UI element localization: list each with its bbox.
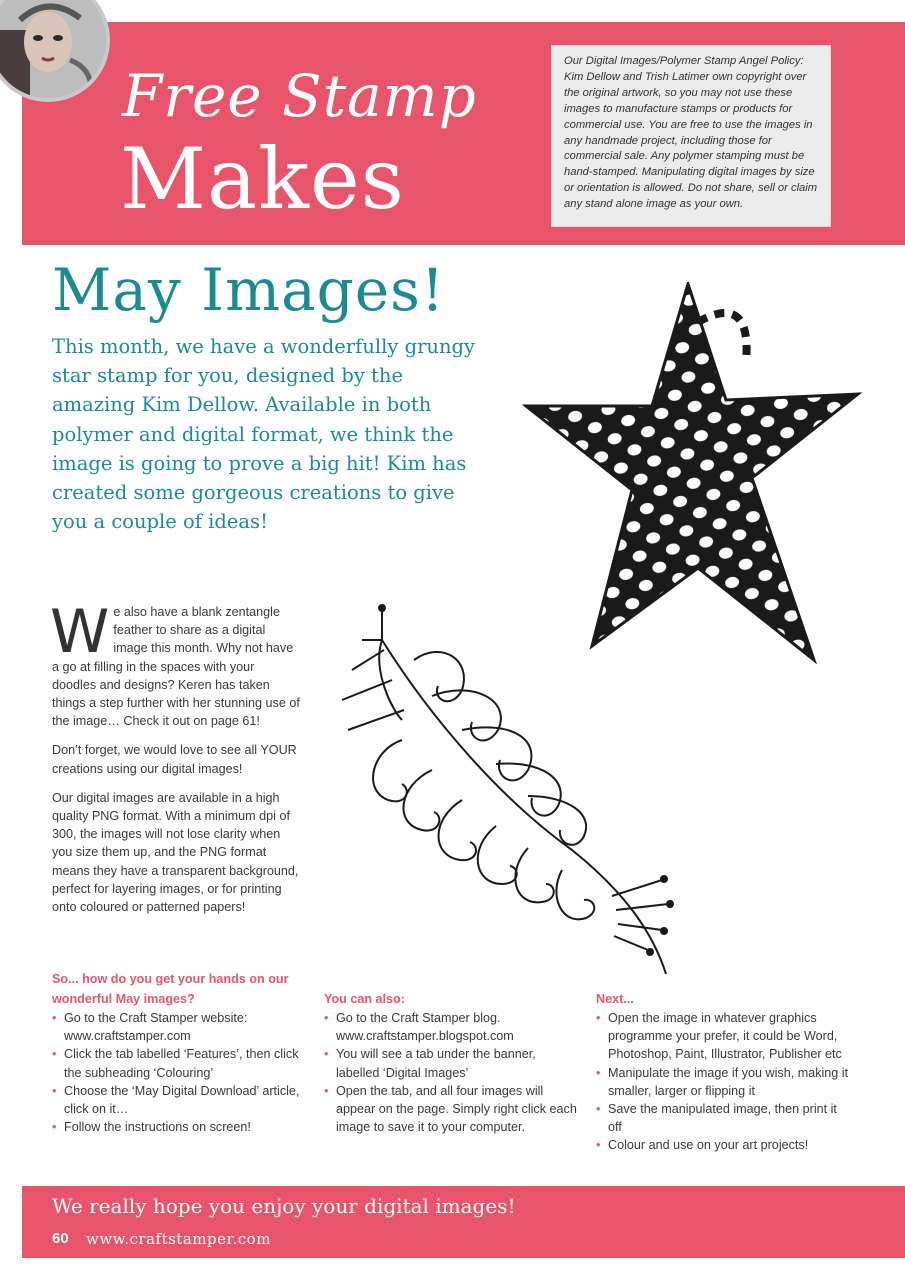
bullet: • xyxy=(596,1102,601,1117)
title-free-stamp: Free Stamp xyxy=(122,62,477,130)
howto-list-3 xyxy=(596,1009,852,1155)
bullet: • xyxy=(324,1083,329,1098)
bullet: • xyxy=(596,1065,601,1080)
title-makes: Makes xyxy=(120,130,405,228)
howto-column-2 xyxy=(324,989,579,1136)
list-item: • You will see a tab under the banner, labelled ‘Digital Images’ xyxy=(324,1047,536,1080)
policy-box xyxy=(551,45,831,227)
footer-band xyxy=(22,1186,905,1258)
list-item: • Save the manipulated image, then print it off xyxy=(596,1102,837,1135)
bullet: • xyxy=(52,1120,57,1135)
body-paragraph-3: Our digital images are available in a high quality PNG format. With a minimum dpi of 300, the images will not lose clarity when you size them up, and the PNG format means they have a transparent background, perfect for layering images, or for printing onto coloured or patterned papers! xyxy=(52,790,299,915)
bullet: • xyxy=(52,1011,57,1025)
policy-text: Our Digital Images/Polymer Stamp Angel Policy: Kim Dellow and Trish Latimer own copyright over the original artwork, so you may not use these images to manufacture stamps or products for commercial use. You are free to use the images in any handmade project, including those for commercial sale. Any polymer stamping must be hand-stamped. Manipulating digital images by size or orientation is allowed. Do not share, sell or claim any stand alone image as your own. xyxy=(564,55,818,211)
footer-url: www.craftstamper.com xyxy=(86,1230,271,1248)
drop-cap: W xyxy=(50,597,110,667)
list-item: • Open the image in whatever graphics programme your prefer, it could be Word, Photoshop, Paint, Illustrator, Publisher etc xyxy=(596,1011,842,1062)
footer-message: We really hope you enjoy your digital images! xyxy=(52,1194,516,1218)
bullet: • xyxy=(324,1047,329,1062)
bullet: • xyxy=(52,1047,57,1062)
bullet: • xyxy=(52,1083,57,1098)
stamp-badge-image xyxy=(0,0,112,112)
bullet: • xyxy=(596,1138,601,1153)
howto-list-1 xyxy=(52,1009,300,1136)
page-number: 60 xyxy=(52,1230,69,1247)
page-headline: May Images! xyxy=(52,256,446,324)
howto-column-1 xyxy=(52,969,300,1136)
intro-paragraph: This month, we have a wonderfully grungy star stamp for you, designed by the amazing Kim Dellow. Available in both polymer and digital format, we think the image is going to prove a big hit! Kim has created some gorgeous creations to give you a couple of ideas! xyxy=(52,335,476,534)
howto-list-2 xyxy=(324,1009,579,1136)
list-item: • Go to the Craft Stamper blog. www.craftstamper.blogspot.com xyxy=(324,1011,514,1044)
list-item: • Manipulate the image if you wish, making it smaller, larger or flipping it xyxy=(596,1065,849,1098)
body-paragraph-2: Don’t forget, we would love to see all YOUR creations using our digital images! xyxy=(52,743,297,776)
list-item: • Click the tab labelled ‘Features’, then click the subheading ‘Colouring’ xyxy=(52,1047,299,1080)
howto-heading-2: You can also: xyxy=(324,992,405,1006)
body-paragraph-1-text: e also have a blank zentangle feather to share as a digital image this month. Why not have a go at filling in the spaces with your doodles and designs? Keren has taken things a step further with her stunning use of the image… Check it out on page 61! xyxy=(52,605,300,729)
list-item: • Follow the instructions on screen! xyxy=(52,1118,300,1136)
bullet: • xyxy=(324,1011,329,1025)
bullet: • xyxy=(596,1011,601,1025)
body-paragraph-1 xyxy=(50,597,300,730)
list-item: • Choose the ‘May Digital Download’ article, click on it… xyxy=(52,1083,300,1117)
zentangle-feather-image xyxy=(322,600,684,980)
list-item: • Colour and use on your art projects! xyxy=(596,1136,852,1154)
list-item: • Go to the Craft Stamper website: www.craftstamper.com xyxy=(52,1011,248,1044)
howto-heading-3: Next... xyxy=(596,992,634,1006)
howto-heading-1: So... how do you get your hands on our wonderful May images? xyxy=(52,972,289,1006)
howto-column-3 xyxy=(596,989,852,1155)
body-column xyxy=(50,597,300,927)
list-item: • Open the tab, and all four images will appear on the page. Simply right click each image to save it to your computer. xyxy=(324,1083,577,1135)
